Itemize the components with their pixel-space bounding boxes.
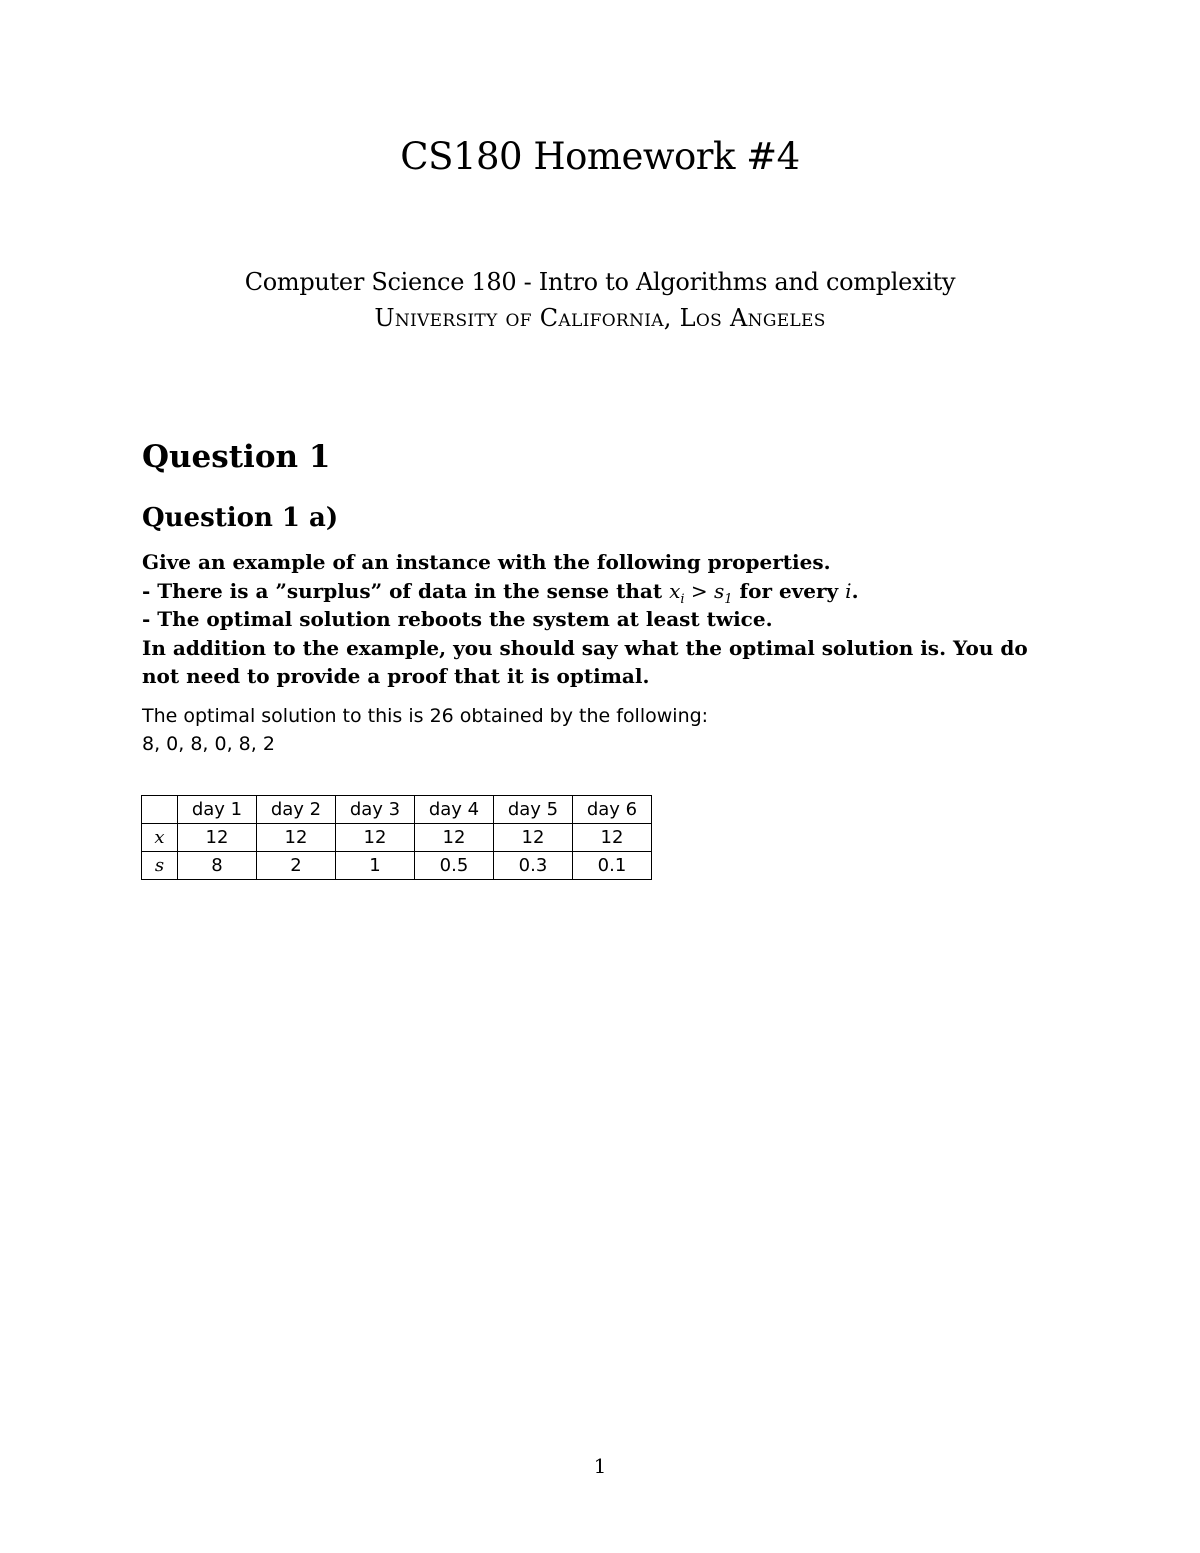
question-text — [142, 548, 1072, 691]
table-cell: 1 — [336, 852, 415, 880]
math-var-x: x — [669, 578, 681, 603]
table-header-cell: day 6 — [573, 796, 652, 824]
table-header-cell: day 1 — [178, 796, 257, 824]
question-line-2-mid: for every — [732, 578, 846, 603]
document-title: CS180 Homework #4 — [400, 135, 800, 178]
table-cell: 12 — [573, 824, 652, 852]
answer-text — [142, 702, 708, 758]
math-sub-1: 1 — [724, 591, 733, 607]
course-name: Computer Science 180 - Intro to Algorithms and complexity — [244, 268, 956, 296]
question-line-1: Give an example of an instance with the following properties. — [142, 550, 831, 574]
question-line-3: - The optimal solution reboots the system at least twice. — [142, 607, 773, 631]
subsection-heading: Question 1 a) — [142, 503, 339, 533]
table-header-cell: day 2 — [257, 796, 336, 824]
math-sub-i: i — [680, 591, 685, 607]
table-cell: 12 — [336, 824, 415, 852]
table-cell: 12 — [178, 824, 257, 852]
table-header-cell: day 4 — [415, 796, 494, 824]
table-row — [142, 824, 652, 852]
question-line-2 — [142, 577, 1072, 606]
table-cell: 8 — [178, 852, 257, 880]
table-row-label: x — [142, 824, 178, 852]
answer-line-2: 8, 0, 8, 0, 8, 2 — [142, 733, 275, 755]
math-var-s: s — [714, 578, 725, 603]
table-corner-cell — [142, 796, 178, 824]
math-x-i — [669, 578, 685, 607]
question-line-5: not need to provide a proof that it is optimal. — [142, 664, 650, 688]
math-s-1 — [714, 578, 733, 607]
table-cell: 12 — [415, 824, 494, 852]
section-heading: Question 1 — [142, 439, 331, 475]
table-cell: 12 — [494, 824, 573, 852]
table-header-row — [142, 796, 652, 824]
answer-line-1: The optimal solution to this is 26 obtained by the following: — [142, 705, 709, 727]
table-cell: 12 — [257, 824, 336, 852]
page-number: 1 — [593, 1454, 607, 1478]
table-header-cell: day 5 — [494, 796, 573, 824]
question-line-4: In addition to the example, you should say what the optimal solution is. You do — [142, 635, 1028, 660]
table-header-cell: day 3 — [336, 796, 415, 824]
table-cell: 2 — [257, 852, 336, 880]
university-name: University of California, Los Angeles — [374, 304, 826, 332]
data-table — [141, 795, 652, 880]
table-row-label: s — [142, 852, 178, 880]
table-cell: 0.5 — [415, 852, 494, 880]
table-row — [142, 852, 652, 880]
question-line-2-text: - There is a ”surplus” of data in the sense that — [142, 578, 670, 603]
table-cell: 0.3 — [494, 852, 573, 880]
math-var-i: i — [845, 578, 852, 603]
math-greater-than: > — [684, 578, 714, 603]
table-cell: 0.1 — [573, 852, 652, 880]
question-line-2-end: . — [851, 578, 859, 603]
